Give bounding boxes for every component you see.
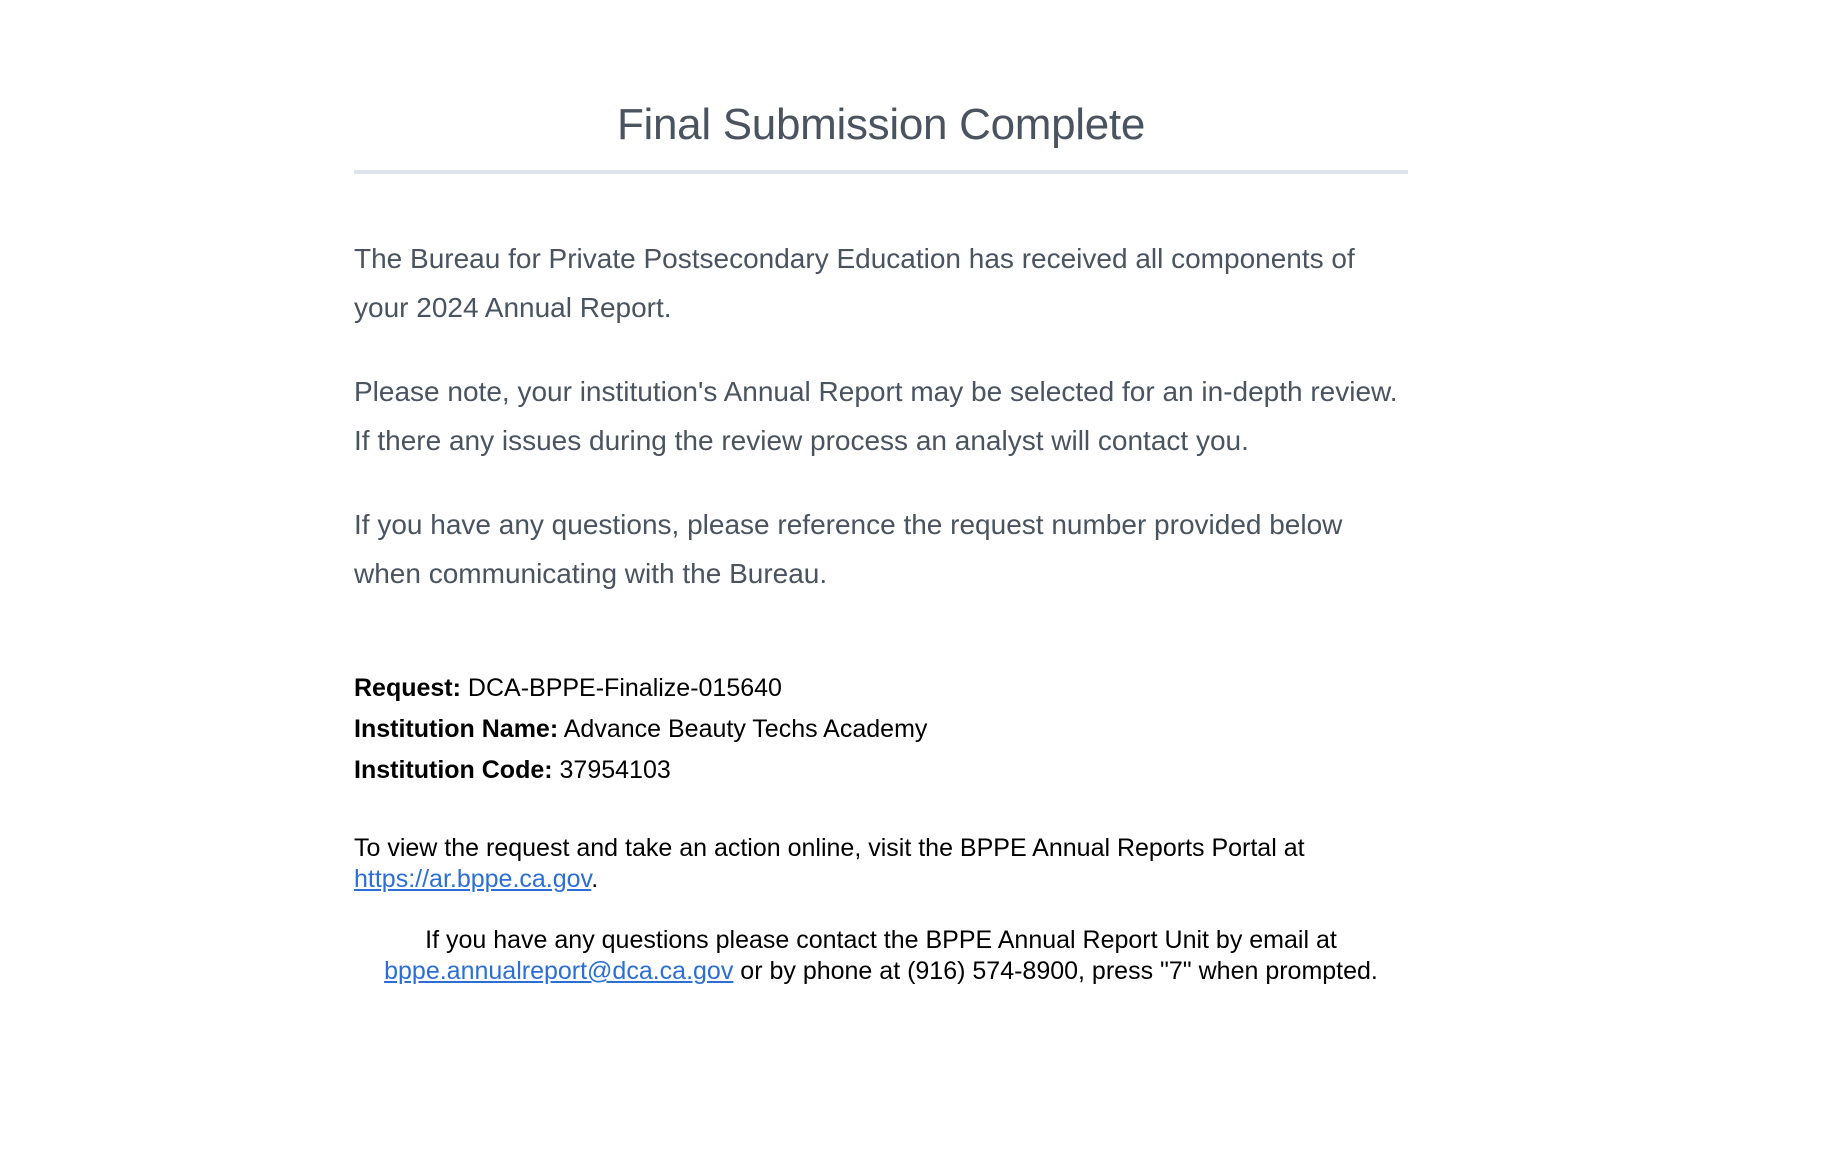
review-paragraph: Please note, your institution's Annual Report may be selected for an in-depth review. If there any issues during the review process an analyst will contact you. [354,376,1398,456]
portal-link[interactable]: https://ar.bppe.ca.gov [354,865,592,893]
institution-name-value: Advance Beauty Techs Academy [563,715,928,743]
portal-suffix: . [591,865,599,893]
institution-code-row [354,750,1408,791]
page-title: Final Submission Complete [354,100,1408,174]
questions-paragraph: If you have any questions, please reference the request number provided below when communicating with the Bureau. [354,509,1343,589]
intro-section [354,234,1408,598]
confirmation-page [354,100,1408,987]
institution-code-value: 37954103 [559,756,671,784]
portal-instructions [354,833,1408,895]
request-label: Request: [354,674,461,702]
request-value: DCA-BPPE-Finalize-015640 [467,674,782,702]
contact-text: If you have any questions please contact the BPPE Annual Report Unit by email at [425,926,1337,954]
institution-name-label: Institution Name: [354,715,559,743]
institution-code-label: Institution Code: [354,756,553,784]
request-row [354,668,1408,709]
received-paragraph: The Bureau for Private Postsecondary Education has received all components of your 2024 Annual Report. [354,243,1355,323]
contact-info [354,925,1408,987]
email-link[interactable]: bppe.annualreport@dca.ca.gov [384,957,734,985]
phone-text: or by phone at (916) 574-8900, press "7" when prompted. [740,957,1378,985]
portal-text: To view the request and take an action online, visit the BPPE Annual Reports Portal at [354,834,1305,862]
request-details [354,668,1408,791]
institution-name-row [354,709,1408,750]
